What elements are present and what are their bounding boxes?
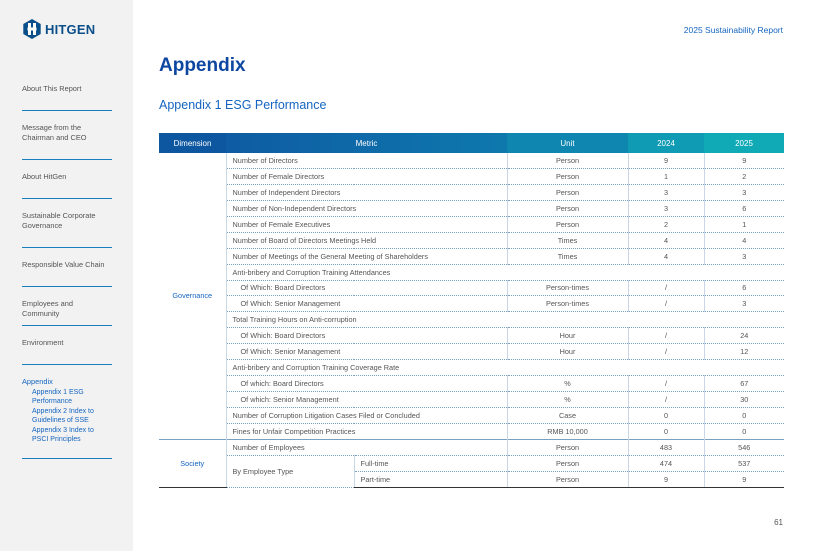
- sidebar-subitem-appendix-3[interactable]: Appendix 3 Index to PSCI Principles: [32, 427, 94, 443]
- table-row: [159, 248, 784, 264]
- table-row: [159, 344, 784, 360]
- value-2024-cell: /: [628, 280, 704, 296]
- unit-cell: Person: [507, 439, 628, 455]
- sidebar: [0, 0, 133, 551]
- sidebar-item-6[interactable]: Employees and Community: [22, 299, 73, 318]
- unit-cell: Person: [507, 168, 628, 184]
- sidebar-item-5[interactable]: Responsible Value Chain: [22, 260, 105, 269]
- sidebar-item-3[interactable]: About HitGen: [22, 172, 67, 181]
- metric-cell: Number of Female Directors: [226, 168, 507, 184]
- sidebar-item-7[interactable]: Environment: [22, 338, 64, 347]
- metric-cell: Number of Non-Independent Directors: [226, 200, 507, 216]
- value-2024-cell: 3: [628, 200, 704, 216]
- unit-cell: Person-times: [507, 280, 628, 296]
- unit-cell: Person: [507, 455, 628, 471]
- nav-spacer: [22, 111, 112, 123]
- metric-cell: Number of Independent Directors: [226, 184, 507, 200]
- table-row: [159, 312, 784, 328]
- unit-cell: Case: [507, 408, 628, 424]
- table-row: [159, 168, 784, 184]
- value-2025-cell: 24: [704, 328, 784, 344]
- table-row: [159, 296, 784, 312]
- nav-divider: [22, 458, 112, 459]
- table-row: [159, 408, 784, 424]
- unit-cell: Hour: [507, 328, 628, 344]
- table-row: [159, 423, 784, 439]
- table-row: [159, 455, 784, 471]
- value-2024-cell: /: [628, 296, 704, 312]
- value-2024-cell: /: [628, 344, 704, 360]
- nav-spacer: [22, 199, 112, 211]
- nav-spacer: [22, 287, 112, 299]
- unit-cell: %: [507, 376, 628, 392]
- table-row: [159, 328, 784, 344]
- value-2025-cell: 67: [704, 376, 784, 392]
- unit-cell: Person: [507, 200, 628, 216]
- metric-cell: Number of Directors: [226, 153, 507, 168]
- page-number: 61: [774, 518, 783, 527]
- metric-cell: Of which: Board Directors: [226, 376, 507, 392]
- nav-spacer: [22, 160, 112, 172]
- sidebar-item-4[interactable]: Sustainable Corporate Governance: [22, 211, 96, 230]
- section-title: Appendix 1 ESG Performance: [159, 98, 327, 112]
- table-header-row: [159, 133, 784, 153]
- metric-cell: Number of Board of Directors Meetings Held: [226, 232, 507, 248]
- metric-cell: Of Which: Senior Management: [226, 344, 507, 360]
- metric-group-cell: By Employee Type: [226, 455, 354, 487]
- dimension-society: Society: [159, 439, 226, 487]
- nav-spacer: [22, 270, 112, 286]
- value-2024-cell: 0: [628, 408, 704, 424]
- table-row: [159, 264, 784, 280]
- table-row: [159, 216, 784, 232]
- logo[interactable]: [22, 19, 95, 39]
- header-dimension: Dimension: [159, 133, 226, 153]
- metric-cell: Of Which: Senior Management: [226, 296, 507, 312]
- nav-spacer: [22, 248, 112, 260]
- value-2025-cell: 3: [704, 296, 784, 312]
- sidebar-item-1[interactable]: About This Report: [22, 84, 82, 93]
- nav-spacer: [22, 326, 112, 338]
- value-2025-cell: 537: [704, 455, 784, 471]
- unit-cell: RMB 10,000: [507, 423, 628, 439]
- value-2024-cell: /: [628, 392, 704, 408]
- value-2024-cell: 0: [628, 423, 704, 439]
- metric-section-cell: Anti-bribery and Corruption Training Attendances: [226, 264, 784, 280]
- value-2025-cell: 12: [704, 344, 784, 360]
- metric-cell: Number of Female Executives: [226, 216, 507, 232]
- unit-cell: Person: [507, 216, 628, 232]
- table-row: [159, 184, 784, 200]
- value-2025-cell: 1: [704, 216, 784, 232]
- unit-cell: Person: [507, 471, 628, 487]
- value-2024-cell: 2: [628, 216, 704, 232]
- metric-section-cell: Total Training Hours on Anti-corruption: [226, 312, 784, 328]
- value-2025-cell: 3: [704, 184, 784, 200]
- value-2024-cell: 474: [628, 455, 704, 471]
- header-unit: Unit: [507, 133, 628, 153]
- table-row: [159, 376, 784, 392]
- value-2024-cell: /: [628, 376, 704, 392]
- sidebar-subitem-appendix-2[interactable]: Appendix 2 Index to Guidelines of SSE: [32, 408, 94, 424]
- metric-subcell: Full-time: [354, 455, 507, 471]
- unit-cell: Person: [507, 153, 628, 168]
- value-2025-cell: 546: [704, 439, 784, 455]
- header-2024: 2024: [628, 133, 704, 153]
- metric-cell: Number of Corruption Litigation Cases Filed or Concluded: [226, 408, 507, 424]
- nav-spacer: [22, 348, 112, 364]
- value-2024-cell: 483: [628, 439, 704, 455]
- unit-cell: Person-times: [507, 296, 628, 312]
- value-2024-cell: 4: [628, 248, 704, 264]
- metric-cell: Of Which: Board Directors: [226, 328, 507, 344]
- sidebar-subitem-appendix-1[interactable]: Appendix 1 ESG Performance: [32, 389, 84, 405]
- metric-cell: Of Which: Board Directors: [226, 280, 507, 296]
- metric-section-cell: Anti-bribery and Corruption Training Coverage Rate: [226, 360, 784, 376]
- value-2025-cell: 30: [704, 392, 784, 408]
- table-row: [159, 439, 784, 455]
- logo-text: HITGEN: [45, 21, 96, 37]
- table-row: [159, 200, 784, 216]
- value-2025-cell: 9: [704, 471, 784, 487]
- unit-cell: Person: [507, 184, 628, 200]
- metric-cell: Number of Meetings of the General Meeting of Shareholders: [226, 248, 507, 264]
- header-metric: Metric: [226, 133, 507, 153]
- nav-spacer: [22, 365, 112, 377]
- table-row: [159, 153, 784, 168]
- table-row: [159, 280, 784, 296]
- sidebar-nav: [22, 84, 112, 459]
- metric-cell: Number of Employees: [226, 439, 507, 455]
- value-2024-cell: 3: [628, 184, 704, 200]
- table-row: [159, 392, 784, 408]
- value-2025-cell: 6: [704, 280, 784, 296]
- header-2025: 2025: [704, 133, 784, 153]
- page-title: Appendix: [159, 55, 246, 76]
- value-2024-cell: 9: [628, 153, 704, 168]
- table-row: [159, 232, 784, 248]
- unit-cell: Hour: [507, 344, 628, 360]
- metric-subcell: Part-time: [354, 471, 507, 487]
- value-2024-cell: 1: [628, 168, 704, 184]
- value-2025-cell: 4: [704, 232, 784, 248]
- nav-spacer: [22, 143, 112, 159]
- value-2025-cell: 6: [704, 200, 784, 216]
- value-2024-cell: 9: [628, 471, 704, 487]
- nav-spacer: [22, 94, 112, 110]
- table-row: [159, 360, 784, 376]
- report-title: 2025 Sustainability Report: [683, 25, 783, 35]
- dimension-governance: Governance: [159, 153, 226, 439]
- unit-cell: Times: [507, 232, 628, 248]
- value-2024-cell: 4: [628, 232, 704, 248]
- nav-spacer: [22, 182, 112, 198]
- value-2025-cell: 0: [704, 423, 784, 439]
- value-2025-cell: 9: [704, 153, 784, 168]
- value-2025-cell: 2: [704, 168, 784, 184]
- nav-spacer: [22, 231, 112, 247]
- value-2024-cell: /: [628, 328, 704, 344]
- metric-cell: Fines for Unfair Competition Practices: [226, 423, 507, 439]
- unit-cell: %: [507, 392, 628, 408]
- esg-performance-table: [159, 133, 784, 488]
- metric-cell: Of which: Senior Management: [226, 392, 507, 408]
- value-2025-cell: 3: [704, 248, 784, 264]
- sidebar-item-appendix[interactable]: Appendix: [22, 377, 53, 386]
- nav-spacer: [22, 444, 112, 458]
- value-2025-cell: 0: [704, 408, 784, 424]
- hitgen-logo-icon: [22, 19, 42, 39]
- unit-cell: Times: [507, 248, 628, 264]
- sidebar-item-2[interactable]: Message from the Chairman and CEO: [22, 123, 87, 142]
